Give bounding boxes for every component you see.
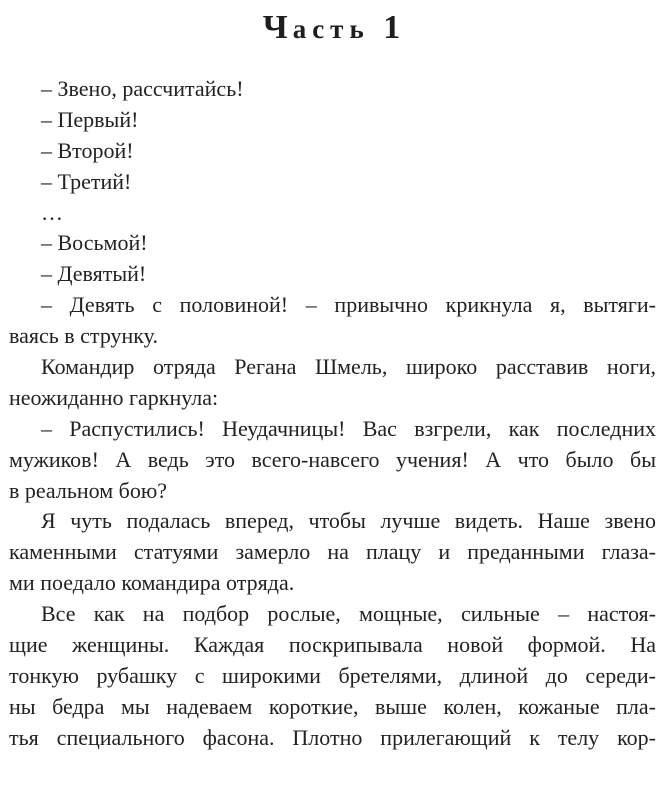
- text-line: – Второй!: [41, 137, 134, 163]
- text-line: – Девятый!: [41, 261, 147, 287]
- text-line: Командир отряда Регана Шмель, широко расставив ноги,: [41, 354, 656, 380]
- text-line: в реальном бою?: [9, 477, 168, 503]
- text-line: – Звено, рассчитайсь!: [41, 76, 244, 101]
- text-line: каменными статуями замерло на плацу и преданными глаза-: [9, 539, 656, 565]
- text-line: Все как на подбор рослые, мощные, сильные – настоя-: [41, 601, 656, 627]
- text-line: …: [41, 199, 63, 225]
- text-line: ны бедра мы надеваем короткие, выше колен, кожаные пла-: [9, 693, 656, 719]
- text-line: тонкую рубашку с широкими бретелями, длиной до середи-: [9, 662, 656, 688]
- text-line: неожиданно гаркнула:: [9, 384, 219, 410]
- text-line: – Первый!: [41, 106, 139, 132]
- text-line: ми поедало командира отряда.: [9, 570, 295, 596]
- chapter-body-text: [9, 74, 656, 754]
- text-line: Я чуть подалась вперед, чтобы лучше видеть. Наше звено: [41, 508, 656, 534]
- text-line: тья специального фасона. Плотно прилегающий к телу кор-: [9, 724, 656, 750]
- text-line: ваясь в струнку.: [9, 323, 158, 349]
- chapter-title-word: асть: [292, 14, 370, 44]
- text-line: щие женщины. Каждая поскрипывала новой формой. На: [9, 632, 656, 658]
- text-line: – Третий!: [41, 168, 132, 194]
- chapter-title: [0, 6, 668, 51]
- text-line: – Распустились! Неудачницы! Вас взгрели, как последних: [41, 415, 656, 441]
- text-line: мужиков! А ведь это всего-навсего учения! А что было бы: [9, 446, 656, 472]
- text-line: – Восьмой!: [41, 230, 148, 256]
- chapter-title-initial: Ч: [262, 9, 293, 46]
- chapter-number: 1: [383, 9, 406, 46]
- text-line: – Девять с половиной! – привычно крикнула я, вытяги-: [41, 292, 656, 318]
